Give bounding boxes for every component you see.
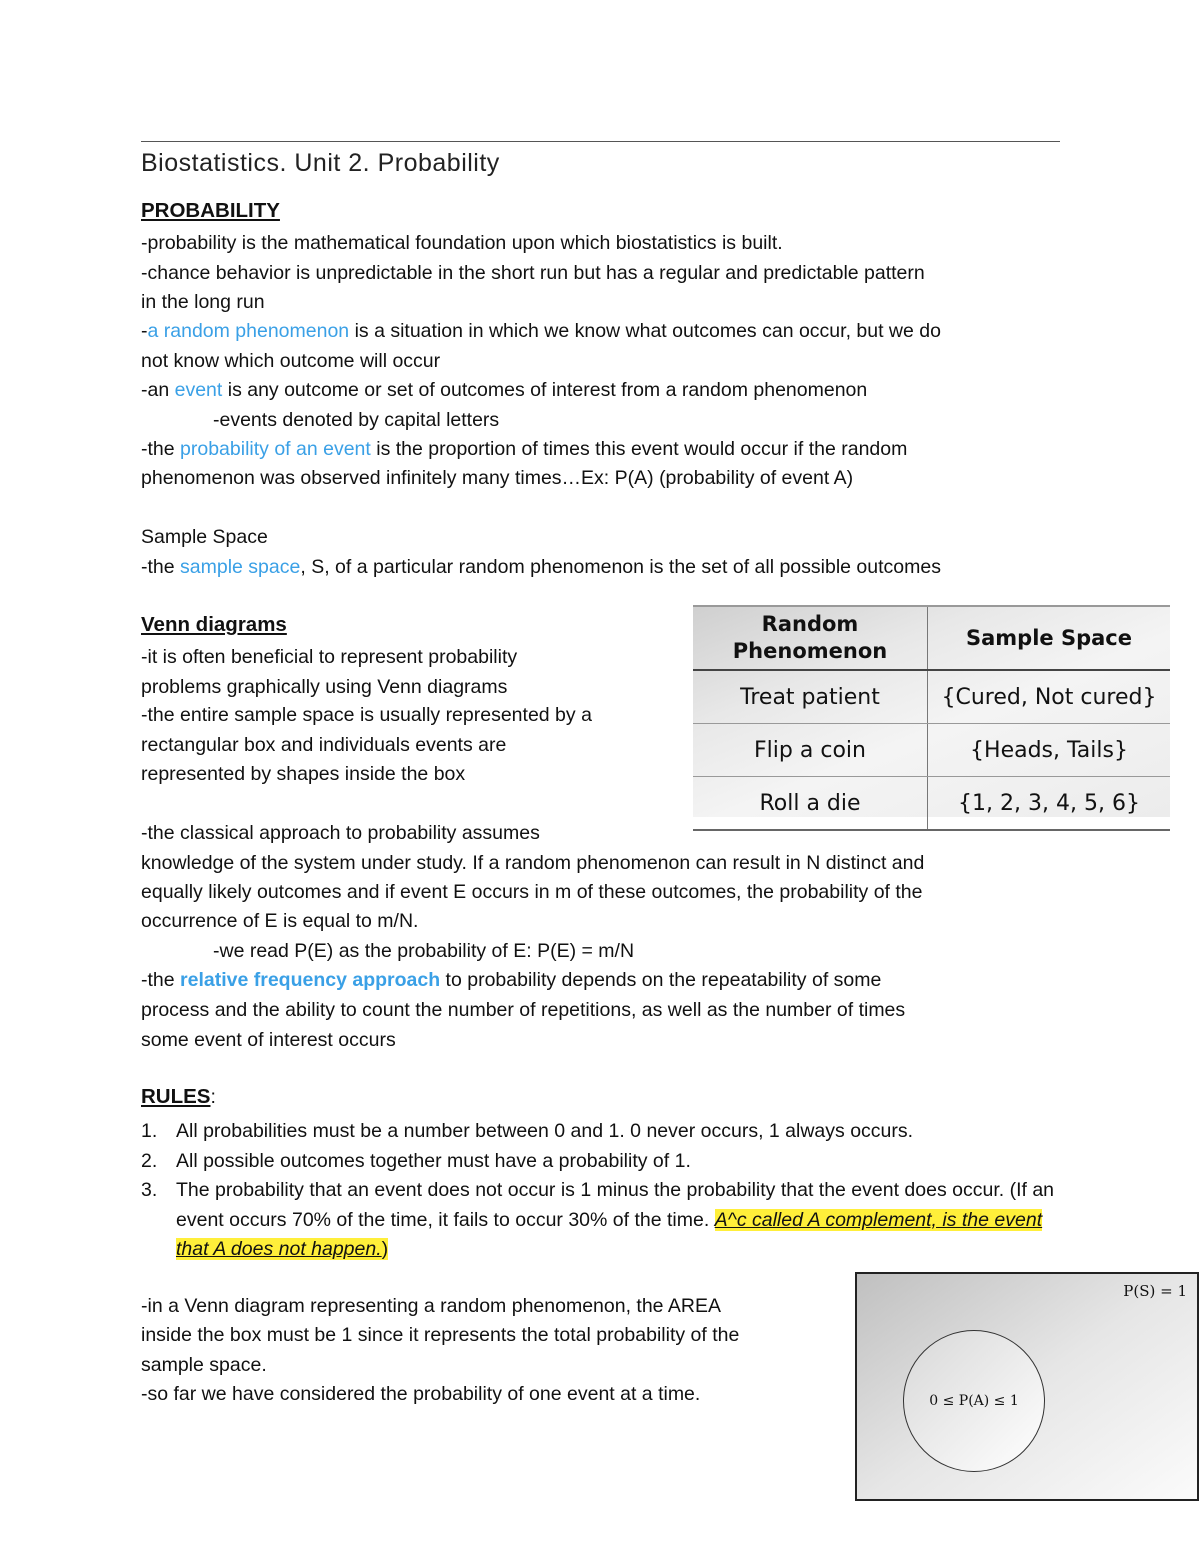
list-item: 1. All probabilities must be a number between 0 and 1. 0 never occurs, 1 always occurs. [141,1120,914,1142]
text-line: not know which outcome will occur [141,350,441,372]
list-item: 2. All possible outcomes together must have a probability of 1. [141,1149,691,1172]
sample-space-table [693,605,1170,817]
text-line: -so far we have considered the probability of one event at a time. [141,1383,701,1405]
text-line: -the relative frequency approach to probability depends on the repeatability of some [141,969,882,991]
rules-heading-line: RULES: [141,1085,216,1108]
term-event: event [174,379,223,401]
table-cell: {1, 2, 3, 4, 5, 6} [928,777,1171,831]
text-line: -in a Venn diagram representing a random phenomenon, the AREA [141,1295,721,1317]
text-line: rectangular box and individuals events are [141,734,507,756]
venn-heading: Venn diagrams [141,613,287,636]
term-relative-frequency: relative frequency approach [180,969,441,991]
rules-list [141,1117,1066,1265]
event-a-circle [903,1330,1045,1472]
table-cell: {Heads, Tails} [928,724,1171,777]
text-line: -it is often beneficial to represent probability [141,646,518,668]
text-line: represented by shapes inside the box [141,763,466,785]
sample-space-probability-label: P(S) = 1 [1123,1282,1187,1300]
text-line: -the entire sample space is usually represented by a [141,704,592,726]
text-line: knowledge of the system under study. If a random phenomenon can result in N distinct and [141,852,925,874]
table-cell: Roll a die [693,777,928,831]
venn-diagram-figure [855,1272,1199,1501]
text-line: -an event is any outcome or set of outcomes of interest from a random phenomenon [141,379,868,401]
table-header: Random Phenomenon [693,606,928,670]
header-rule [141,141,1060,142]
table-cell: Flip a coin [693,724,928,777]
table-row [693,724,1170,777]
text-line: -the probability of an event is the proportion of times this event would occur if the random [141,438,908,460]
complement-highlight: A^c called A complement, is the event that A does not happen. [176,1208,1043,1260]
text-line: -we read P(E) as the probability of E: P(E) = m/N [213,940,635,962]
table-header: Sample Space [928,606,1171,670]
text-line: problems graphically using Venn diagrams [141,676,508,698]
text-line: -the classical approach to probability assumes [141,822,540,844]
text-line: sample space. [141,1354,267,1376]
text-line: -events denoted by capital letters [213,409,500,431]
table-row [693,777,1170,831]
term-sample-space: sample space [180,556,301,578]
list-item: 3. The probability that an event does not occur is 1 minus the probability that the event does occur. (If an event occurs 70% of the time, it fails to occur 30% of the time. A^c called A complement, is the event that A does not happen.) [141,1179,1055,1260]
event-probability-label: 0 ≤ P(A) ≤ 1 [929,1393,1019,1409]
text-line: phenomenon was observed infinitely many times…Ex: P(A) (probability of event A) [141,467,854,489]
text-line: equally likely outcomes and if event E occurs in m of these outcomes, the probability of the [141,881,923,903]
text-line: inside the box must be 1 since it represents the total probability of the [141,1324,740,1346]
text-line: occurrence of E is equal to m/N. [141,910,419,932]
text-line: -the sample space, S, of a particular random phenomenon is the set of all possible outcomes [141,556,941,578]
text-line: -a random phenomenon is a situation in which we know what outcomes can occur, but we do [141,320,941,342]
term-random-phenomenon: a random phenomenon [147,320,350,342]
sample-space-heading: Sample Space [141,526,268,548]
text-line: some event of interest occurs [141,1029,396,1051]
probability-heading: PROBABILITY [141,199,280,222]
term-probability-of-event: probability of an event [180,438,371,460]
table-cell: {Cured, Not cured} [928,670,1171,724]
text-line: process and the ability to count the number of repetitions, as well as the number of times [141,999,906,1021]
text-line: -chance behavior is unpredictable in the short run but has a regular and predictable pattern [141,262,925,284]
table-cell: Treat patient [693,670,928,724]
rules-heading: RULES [141,1085,211,1108]
text-line: in the long run [141,291,265,313]
text-line: -probability is the mathematical foundation upon which biostatistics is built. [141,232,783,254]
page-title: Biostatistics. Unit 2. Probability [141,149,500,177]
table-row [693,670,1170,724]
